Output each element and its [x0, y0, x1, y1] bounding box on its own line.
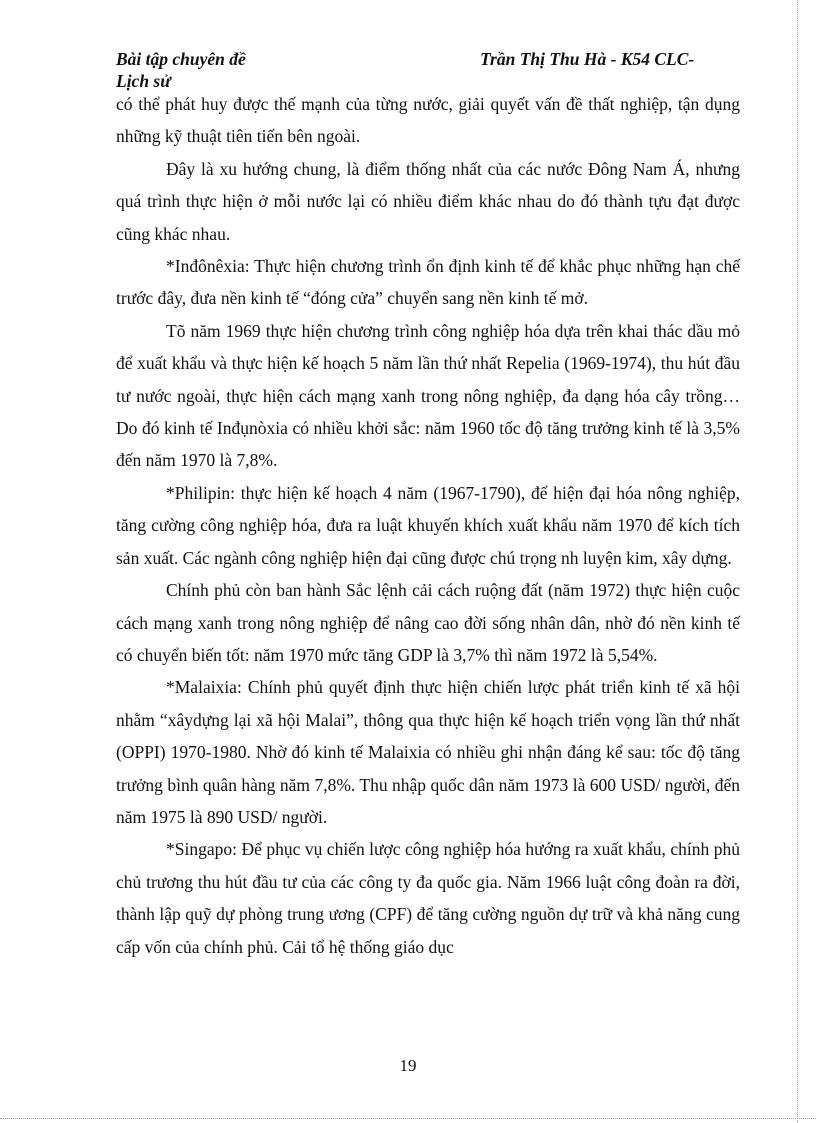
paragraph-indonesia: *Inđônêxia: Thực hiện chương trình ổn định kinh tế để khắc phục những hạn chế trước đây, đưa nền kinh tế “đóng cửa” chuyển sang nền kinh tế mở.: [116, 256, 740, 309]
paragraph-general-trend: Đây là xu hướng chung, là điểm thống nhất của các nước Đông Nam Á, nhưng quá trình thực hiện ở mỗi nước lại có nhiều điểm khác nhau do đó thành tựu đạt được cũng khác nhau.: [116, 158, 740, 244]
paragraph-continuation: có thể phát huy được thế mạnh của từng nước, giải quyết vấn đề thất nghiệp, tận dụng những kỹ thuật tiên tiến bên ngoài.: [116, 94, 740, 147]
header-author: Trần Thị Thu Hà - K54 CLC-: [480, 49, 695, 69]
paragraph-indonesia-details: Tõ năm 1969 thực hiện chương trình công nghiệp hóa dựa trên khai thác dầu mỏ để xuất khẩu và thực hiện kế hoạch 5 năm lần thứ nhất Repelia (1969-1974), thu hút đầu tư nước ngoài, thực hiện cách mạng xanh trong nông nghiệp, đa dạng hóa cây trồng…Do đó kinh tế Inđụnòxia có nhiều khởi sắc: năm 1960 tốc độ tăng trưởng kinh tế là 3,5% đến năm 1970 là 7,8%.: [116, 320, 740, 471]
paragraph-philippines-land-reform: Chính phủ còn ban hành Sắc lệnh cải cách ruộng đất (năm 1972) thực hiện cuộc cách mạng xanh trong nông nghiệp để nâng cao đời sống nhân dân, nhờ đó nền kinh tế có chuyển biến tốt: năm 1970 mức tăng GDP là 3,7% thì năm 1972 là 5,54%.: [116, 580, 740, 665]
page-border-bottom: [0, 1118, 816, 1119]
document-body: [116, 88, 740, 963]
header-course-title: Bài tập chuyên đề: [116, 49, 246, 69]
paragraph-philippines: *Philipin: thực hiện kế hoạch 4 năm (1967-1790), để hiện đại hóa nông nghiệp, tăng cường công nghiệp hóa, đưa ra luật khuyến khích xuất khẩu năm 1970 để kích tích sản xuất. Các ngành công nghiệp hiện đại cũng được chú trọng nh luyện kim, xây dựng.: [116, 482, 740, 568]
page-border-right: [797, 0, 798, 1123]
paragraph-malaysia: *Malaixia: Chính phủ quyết định thực hiện chiến lược phát triển kinh tế xã hội nhằm “xâydựng lại xã hội Malai”, thông qua thực hiện kế hoạch triển vọng lần thứ nhất (OPPI) 1970-1980. Nhờ đó kinh tế Malaixia có nhiều ghi nhận đáng kể sau: tốc độ tăng trưởng bình quân hàng năm 7,8%. Thu nhập quốc dân năm 1973 là 600 USD/ người, đến năm 1975 là 890 USD/ người.: [116, 677, 740, 827]
page-number: 19: [399, 1056, 417, 1075]
paragraph-singapore: *Singapo: Để phục vụ chiến lược công nghiệp hóa hướng ra xuất khẩu, chính phủ chủ trương thu hút đầu tư của các công ty đa quốc gia. Năm 1966 luật công đoàn ra đời, thành lập quỹ dự phòng trung ương (CPF) để tăng cường nguồn dự trữ và khả năng cung cấp vốn của chính phủ. Cải tổ hệ thống giáo dục: [116, 839, 740, 957]
header-subject: Lịch sử: [116, 71, 171, 91]
